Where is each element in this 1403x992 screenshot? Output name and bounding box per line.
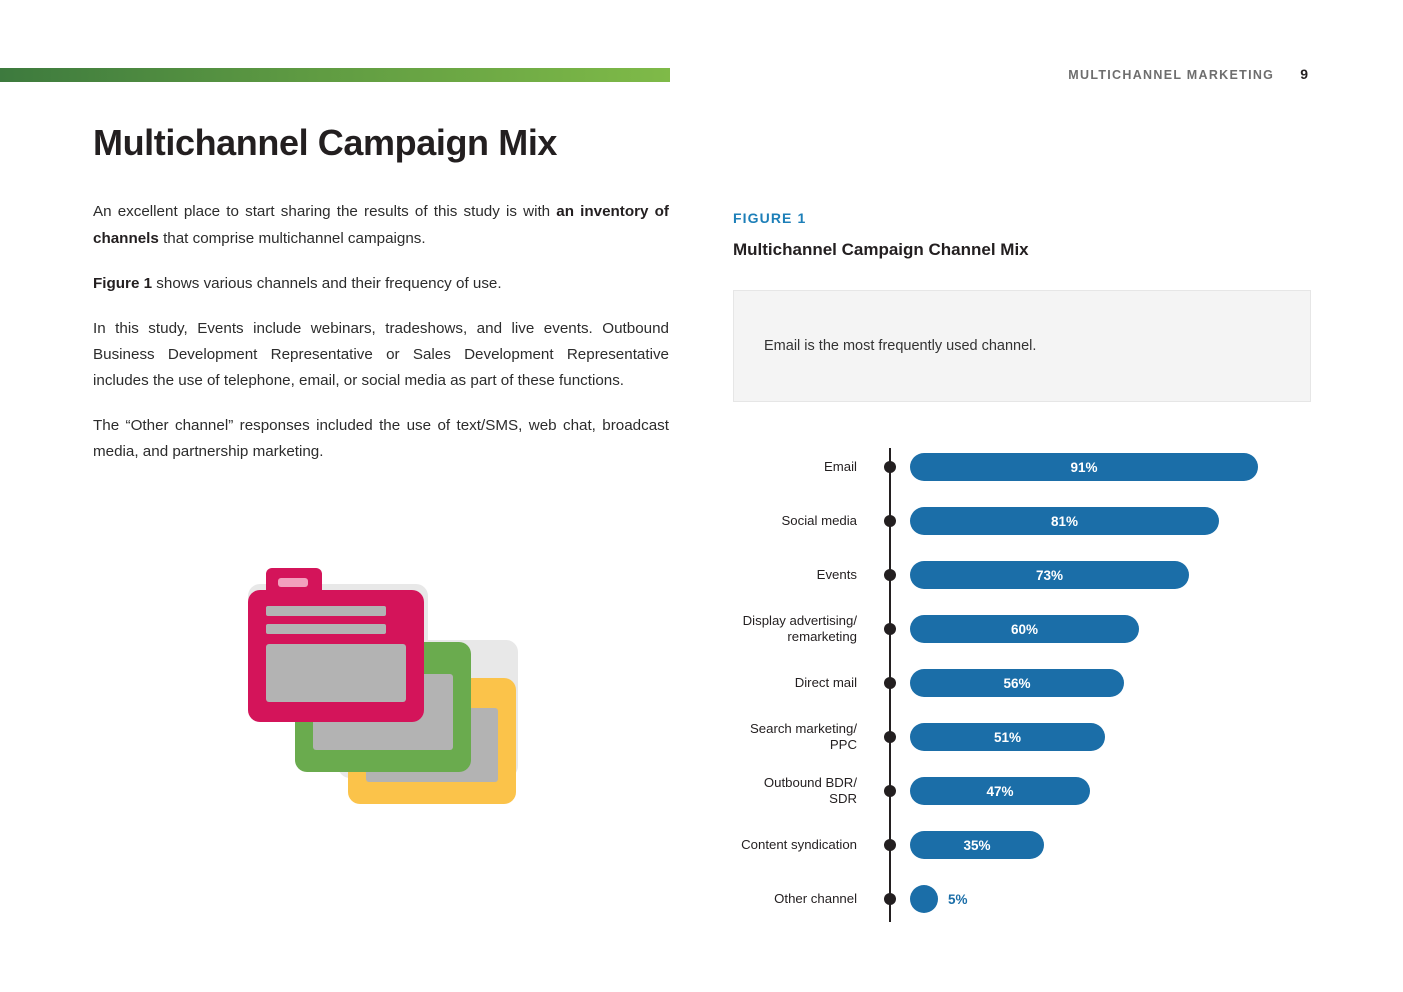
article-paragraph [93,271,669,297]
chart-bar [910,885,938,913]
article-body [93,199,669,465]
figure-title: Multichannel Campaign Channel Mix [733,240,1029,259]
article-paragraph [93,199,669,251]
chart-bar-zone [910,831,1313,859]
figure-callout [733,290,1311,402]
illustration-card-pink-panel [266,644,406,702]
chart-axis-dot [884,461,896,473]
paragraph-text: An excellent place to start sharing the results of this study is with [93,203,557,221]
chart-bar [910,777,1090,805]
illustration-card-pink-bar-1 [266,606,386,616]
article-paragraph [93,316,669,394]
chart-category-label: Social media [781,512,857,528]
chart-axis-dot [884,839,896,851]
chart-axis-dot [884,785,896,797]
chart-bar-zone [910,777,1313,805]
chart-row [733,602,1313,656]
chart-bar [910,669,1124,697]
chart-row [733,548,1313,602]
figure-label: FIGURE 1 [733,210,807,226]
chart-bar-value: 5% [948,891,968,907]
chart-bar-value: 81% [1050,513,1079,529]
article-column [93,122,669,485]
chart-bar-zone [910,453,1313,481]
chart-category-label: Email [824,458,857,474]
chart-category-label: Outbound BDR/ SDR [763,774,857,806]
chart-axis-dot [884,731,896,743]
chart-rows [733,440,1313,926]
chart-axis-dot [884,677,896,689]
figure-column [733,210,1311,402]
chart-row [733,656,1313,710]
page-number: 9 [1300,66,1308,82]
chart-row [733,872,1313,926]
illustration-tab-strip [278,578,308,587]
chart-axis-dot [884,623,896,635]
chart-bar [910,831,1044,859]
chart-bar-value: 73% [1035,567,1064,583]
chart-bar [910,453,1258,481]
section-label: MULTICHANNEL MARKETING [1068,68,1275,82]
emphasis-text: Figure 1 [93,274,153,292]
article-paragraph [93,413,669,465]
chart-category-label: Content syndication [741,836,857,852]
emphasis-text: an inventory of channels [93,203,669,247]
illustration-card-pink [248,590,424,722]
chart-row [733,440,1313,494]
chart-bar-value: 56% [1003,675,1031,691]
chart-category-label: Direct mail [794,674,857,690]
chart-bar-zone [910,507,1313,535]
chart-axis-dot [884,569,896,581]
chart-bar-value: 47% [986,783,1014,799]
chart-axis-dot [884,515,896,527]
figure-callout-text: Email is the most frequently used channel. [764,338,1037,354]
chart-bar [910,561,1189,589]
chart-bar-value: 51% [993,729,1022,745]
chart-category-label: Search marketing/ PPC [749,720,857,752]
chart-bar-zone [910,615,1313,643]
chart-bar-value: 35% [963,837,991,853]
paragraph-text: that comprise multichannel campaigns. [158,229,426,247]
chart-row [733,494,1313,548]
paragraph-text: The “Other channel” responses included the use of text/SMS, web chat, broadcast media, and partnership marketing. [93,417,669,461]
chart-row [733,764,1313,818]
chart-category-label: Other channel [774,890,857,906]
chart-category-label: Display advertising/ remarketing [742,612,857,644]
channel-mix-chart [733,440,1313,930]
channels-illustration [240,560,530,850]
chart-row [733,710,1313,764]
chart-bar [910,723,1105,751]
page-title: Multichannel Campaign Mix [93,122,558,163]
paragraph-text: shows various channels and their frequency of use. [152,274,502,292]
running-header [1068,66,1308,82]
illustration-card-pink-bar-2 [266,624,386,634]
chart-bar [910,615,1139,643]
chart-axis-dot [884,893,896,905]
chart-bar-zone [910,885,1313,913]
chart-bar-zone [910,561,1313,589]
header-rule [0,68,670,82]
chart-bar [910,507,1219,535]
chart-bar-zone [910,669,1313,697]
paragraph-text: In this study, Events include webinars, tradeshows, and live events. Outbound Business Development Representative or Sales Development Representative includes the use of telephone, email, or social media as part of these functions. [93,319,669,390]
chart-bar-value: 60% [1010,621,1039,637]
chart-bar-value: 91% [1070,459,1098,475]
chart-row [733,818,1313,872]
chart-category-label: Events [816,566,857,582]
chart-bar-zone [910,723,1313,751]
